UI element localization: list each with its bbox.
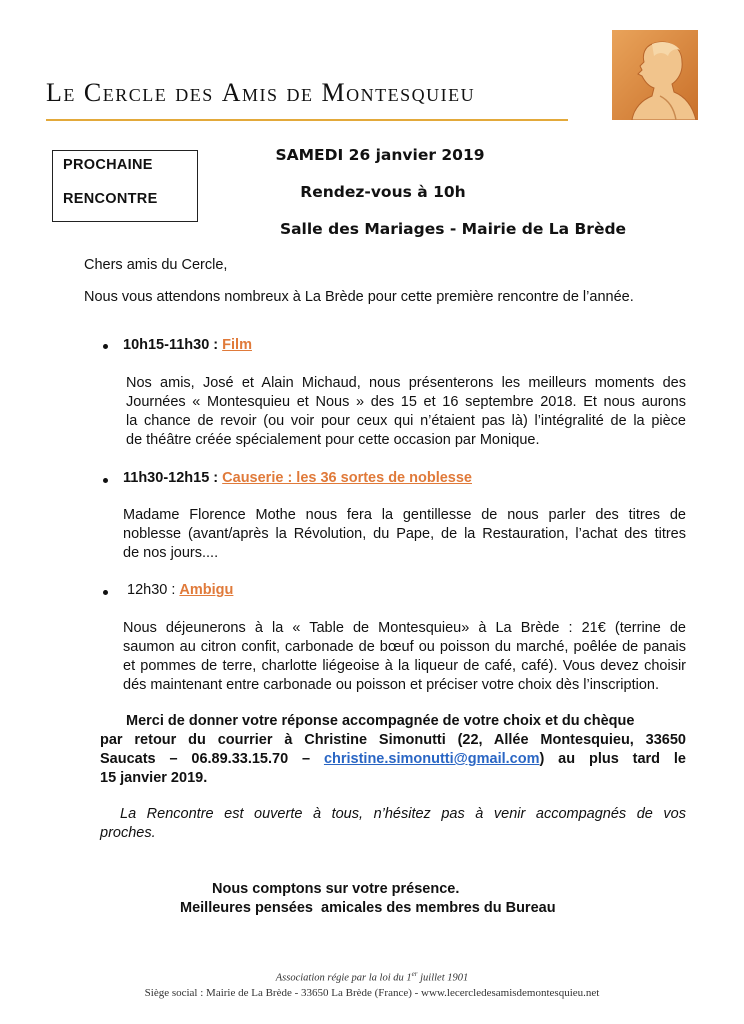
program-time: 10h15-11h30 [123, 337, 210, 353]
program-separator: : [209, 337, 223, 353]
program-line: Nous déjeunerons à la « Table de Montesquieu» à La Brède : 21€ (terrine de [123, 620, 686, 636]
program-line: Journées « Montesquieu et Nous » des 15 et 16 septembre 2018. Et nous aurons [126, 394, 686, 410]
title-word: Montesquieu [321, 78, 476, 107]
portrait-bust-icon [612, 30, 698, 120]
next-meeting-label-line2: RENCONTRE [63, 191, 158, 207]
program-item-3 [127, 582, 233, 598]
title-word: Amis [221, 78, 279, 107]
reply-line-with-email [100, 750, 686, 769]
title-word: Cercle [83, 78, 168, 107]
event-place: Salle des Mariages - Mairie de La Brède [279, 220, 627, 238]
footer-sup: er [411, 970, 418, 978]
program-line: de théâtre créée spécialement pour cette occasion par Monique. [126, 432, 540, 448]
title-word: de [286, 78, 314, 107]
program-title-link[interactable]: Causerie : les 36 sortes de noblesse [222, 470, 472, 486]
footer-association [0, 970, 744, 984]
reply-line: par retour du courrier à Christine Simonutti (22, Allée Montesquieu, 33650 [100, 732, 686, 748]
program-separator: : [167, 582, 180, 598]
bullet-icon [103, 344, 108, 349]
header-divider [46, 119, 568, 121]
program-line: et pommes de terre, charlotte liégeoise à la liqueur de café, café). Vous devez choisir [123, 658, 686, 674]
footer-text: Association régie par la loi du 1 [275, 972, 412, 984]
closing-line: Meilleures pensées amicales des membres du Bureau [180, 900, 556, 916]
event-date: SAMEDI 26 janvier 2019 [275, 146, 485, 164]
program-time: 11h30-12h15 [123, 470, 210, 486]
email-link[interactable]: christine.simonutti@gmail.com [323, 751, 540, 767]
footer-address: Siège social : Mairie de La Brède - 33650 La Brède (France) - www.lecercledesamisdemontesquieu.net [144, 987, 600, 999]
program-line: dés maintenant entre carbonade ou poisson et préciser votre choix dès l’inscription. [123, 677, 659, 693]
program-item-2 [123, 470, 472, 486]
closing-line: Nous comptons sur votre présence. [212, 881, 460, 897]
program-line: la chance de revoir (ou voir pour ceux qui n’étaient pas là) l’intégralité de la pièce [126, 413, 686, 429]
program-line: Madame Florence Mothe nous fera la gentillesse de nous parler des titres de [123, 507, 686, 523]
bullet-icon [103, 590, 108, 595]
bullet-icon [103, 478, 108, 483]
program-time: 12h30 [127, 582, 168, 598]
title-word: des [175, 78, 214, 107]
greeting: Chers amis du Cercle, [84, 257, 228, 273]
footer-text: juillet 1901 [417, 972, 469, 984]
open-note-line: La Rencontre est ouverte à tous, n’hésitez pas à venir accompagnés de vos [120, 806, 686, 822]
program-line: Nos amis, José et Alain Michaud, nous présenterons les meilleurs moments des [126, 375, 686, 391]
program-title-link[interactable]: Film [222, 337, 252, 353]
open-note-line: proches. [100, 825, 156, 841]
reply-line: Merci de donner votre réponse accompagnée de votre choix et du chèque [126, 713, 635, 729]
program-line: noblesse (avant/après la Révolution, du Pape, de la Restauration, l’achat des titres [123, 526, 686, 542]
program-title-link[interactable]: Ambigu [179, 582, 234, 598]
next-meeting-label-line1: PROCHAINE [63, 157, 153, 173]
next-meeting-box [52, 150, 198, 222]
montesquieu-portrait-image [612, 30, 698, 120]
program-item-1 [123, 337, 252, 353]
title-word: Le [46, 78, 76, 107]
event-time: Rendez-vous à 10h [300, 183, 466, 201]
intro-paragraph: Nous vous attendons nombreux à La Brède pour cette première rencontre de l’année. [84, 289, 634, 305]
reply-deadline: 15 janvier 2019. [100, 770, 208, 786]
page-title [46, 78, 586, 108]
program-line: de nos jours.... [123, 545, 219, 561]
reply-text: ) au plus tard le [539, 751, 686, 767]
program-line: saumon au citron confit, carbonade de bœuf ou poisson du marché, poêlée de panais [123, 639, 686, 655]
reply-text: Saucats – 06.89.33.15.70 – [100, 751, 324, 767]
program-separator: : [209, 470, 223, 486]
